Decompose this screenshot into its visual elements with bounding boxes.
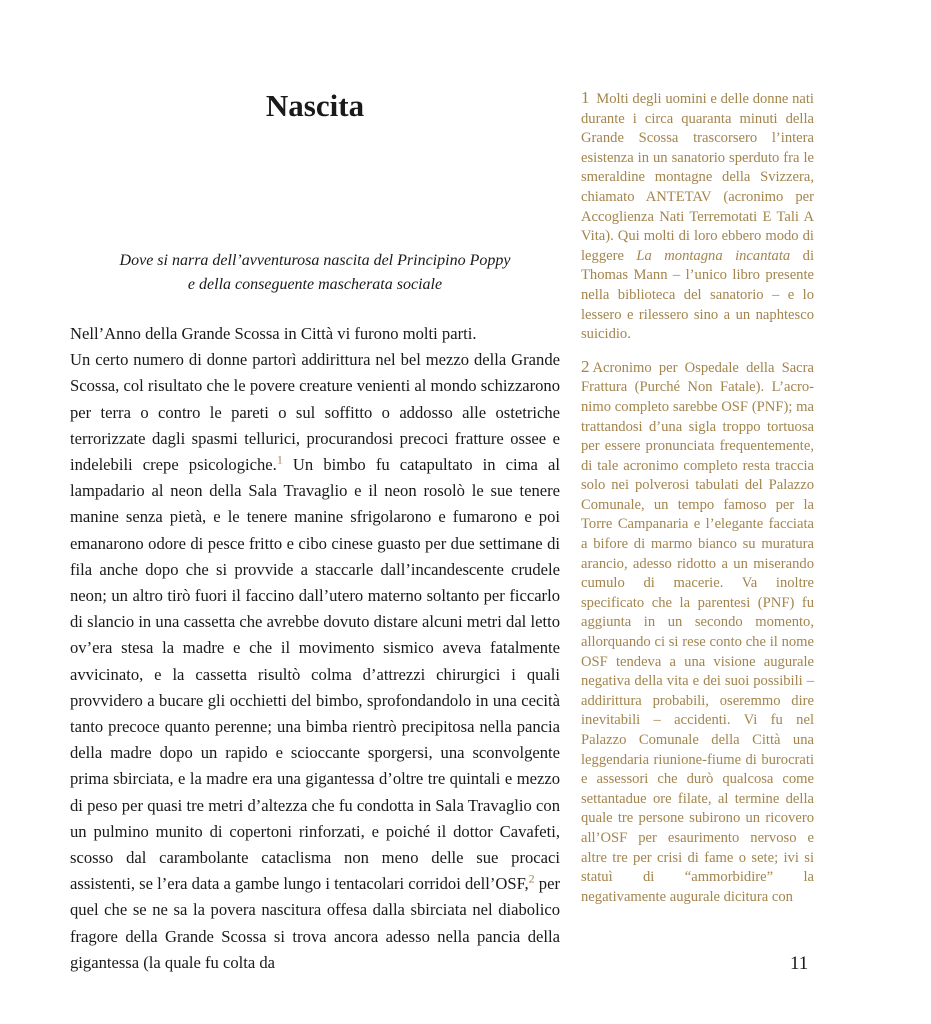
page-number: 11 bbox=[790, 953, 809, 974]
body-paragraph-2 bbox=[70, 347, 560, 976]
footnote-1-text-b: di Thomas Mann – l’unico libro presente nella biblioteca del sanatorio – e lo lessero e rilessero sino a un naphtesco suicidio. bbox=[581, 247, 814, 343]
subtitle-line-2: e della conseguente mascherata sociale bbox=[187, 276, 443, 293]
main-text-column bbox=[70, 321, 560, 976]
footnote-1 bbox=[581, 88, 814, 345]
subtitle-line-1: Dove si narra dell’avventurosa nascita del Principino Poppy bbox=[119, 252, 511, 269]
body-paragraph-1: Nell’Anno della Grande Scossa in Città vi furono molti parti. bbox=[70, 324, 477, 343]
footnote-1-text-a: Molti degli uomini e delle donne nati durante i circa quaranta minuti della Grande Scossa trascorsero l’intera esistenza in un sanatorio sperduto fra le smeraldine montagne della Svizzera, chiamato ANTETAV (acronimo per Accoglienza Nati Terremotati E Tali A Vita). Qui molti di loro ebbero modo di leggere bbox=[581, 91, 814, 264]
body-paragraph-2-part-b: Un bimbo fu catapultato in cima al lampadario al neon della Sala Travaglio e il neon rosolò le sue tenere manine senza pietà, e le tenere manine sfrigolarono e fumarono e poi emanarono odore di pesce fritto e cibo cinese guasto per due settimane di fila anche dopo che si provvide a staccarle dall’incandescente crudele neon; un altro tirò fuori il faccino dall’utero materno soltanto per ficcarlo di slancio in una cassetta che avrebbe dovuto distare alcuni metri dal letto ov’era stesa la madre e che il movimento sismico aveva fatalmente avvicinato, e la cassetta risultò colma d’attrezzi chirurgici i quali provvidero a bucare gli occhietti del bimbo, sprofondandolo in una cecità tanto precoce quanto perenne; una bimba rientrò precipitosa nella pancia della madre dopo un rapido e scioccante sporgersi, una sconvolgente prima sbirciata, e la madre era una gigantessa d’oltre tre quintali e mezzo di peso per quasi tre metri d’altezza che fu condotta in Sala Travaglio con un pulmino munito di copertoni rinforzati, e poiché il dottor Cavafeti, scosso dal carambolante cataclisma non meno delle sue procaci assistenti, se l’era data a gambe lungo i tentacolari corridoi dell’OSF, bbox=[70, 455, 560, 894]
body-paragraph-2-part-c: per quel che se ne sa la povera nascitura offesa dalla sbirciata nel diabolico fragore della Grande Scossa si trova ancora adesso nella pancia della gigantessa (la quale fu colta da bbox=[70, 874, 560, 972]
footnote-reference-1[interactable]: 1 bbox=[276, 452, 283, 467]
footnote-2 bbox=[581, 357, 814, 908]
footnote-2-text: Acronimo per Ospedale della Sacra Frattura (Purché Non Fatale). L’acronimo completo sarebbe OSF (PNF); ma trattandosi d’una sigla troppo tortuosa per essere pronunciata frequentemente, di tale acronimo completo resta traccia solo nei polverosi tabulati del Palazzo Comunale, un tempo famoso per la Torre Campanaria e l’elegante facciata a bifore di marmo bianco su muratura arancio, adesso ridotto a un miserando cumulo di macerie. Va inoltre specificato che la parentesi (PNF) fu aggiunta in un secondo momento, allorquando ci si rese conto che il nome OSF tendeva a una visione augurale negativa della vita e dei suoi possibili – addirittura probabili, oseremmo dire inevitabili – accidenti. Vi fu nel Palazzo Comunale della Città una leggendaria riunione-fiume di burocrati e assessori che durò qualcosa come settantadue ore filate, al termine della quale tre persone subirono un ricovero all’OSF per esaurimento nervoso e altre tre per crisi di fame o sete; ivi si statuì di “ammorbidire” la negativamente augurale dicitura con bbox=[581, 359, 814, 905]
footnote-reference-2[interactable]: 2 bbox=[528, 871, 535, 886]
body-paragraph-2-part-a: Un certo numero di donne partorì addirittura nel bel mezzo della Grande Scossa, col risultato che le povere creature venienti al mondo schizzarono per terra o contro le pareti o sul soffitto o addosso alle ostetriche terrorizzate dagli spasmi tellurici, procurandosi precoci fratture ossee e indelebili crepe psicologiche. bbox=[70, 350, 560, 475]
footnote-number-1: 1 bbox=[581, 88, 590, 107]
footnote-number-2: 2 bbox=[581, 356, 590, 376]
chapter-title: Nascita bbox=[265, 88, 365, 123]
footnote-1-book-title: La montagna incantata bbox=[636, 247, 791, 264]
chapter-subtitle bbox=[70, 249, 560, 297]
footnotes-column bbox=[581, 88, 814, 919]
